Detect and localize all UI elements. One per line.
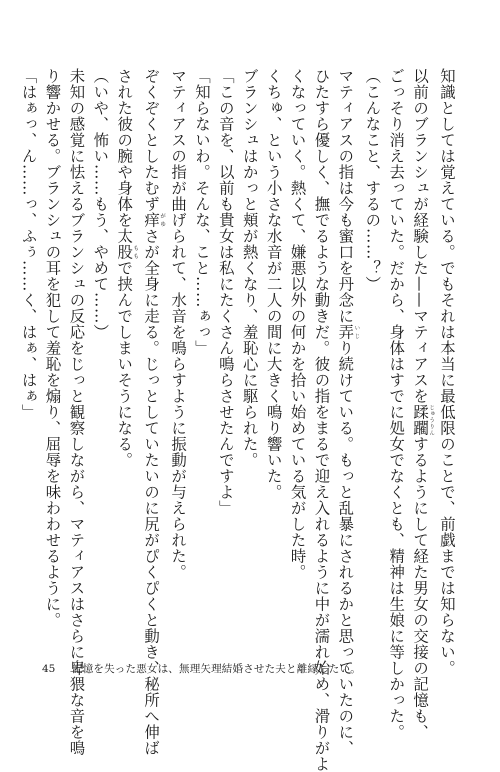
text-segment: 以前のブランシュが経験した——マティアスを xyxy=(411,68,430,404)
text-line xyxy=(332,68,360,756)
text-line: 「はぁっ、ん……っ、ふぅ……く、はぁ、はぁ」 xyxy=(19,68,38,420)
text-segment: するようにして経た男女の交接の記憶も、 xyxy=(411,435,430,740)
book-title: 記憶を失った悪女は、無理矢理結婚させた夫と離縁したい。 xyxy=(72,663,361,675)
text-line: くなっていく。熱くて、嫌悪以外の何かを拾い始めている気がした時。 xyxy=(288,68,307,580)
text-line: 「知らないわ。そんな、こと……ぁっ」 xyxy=(192,68,211,356)
text-line: ひたすら優しく、撫でるような動きだ。彼の指をまるで迎え入れるように中が濡れ始め、滑りがよ xyxy=(312,68,331,772)
page-footer xyxy=(42,662,361,676)
ruby-base: 弄 xyxy=(336,324,355,340)
text-line: ブランシュはかっと頬が熱くなり、羞恥心に駆られた。 xyxy=(240,68,259,468)
ruby-base: 股 xyxy=(115,244,134,260)
page-number: 45 xyxy=(42,663,56,675)
ruby-reading: いじ xyxy=(353,324,360,340)
text-line: （こんなこと、するの……？） xyxy=(363,68,382,292)
text-line: （いや、怖い……もう、やめて……） xyxy=(91,68,110,340)
text-line: ごっそり消え去っていた。だから、身体はすでに処女でなくとも、精神は生娘に等しかった。 xyxy=(387,68,406,740)
ruby-futomomo xyxy=(115,244,139,260)
ruby-reading: がゆ xyxy=(159,212,166,228)
ruby-base: 蹂躙 xyxy=(411,403,430,436)
ruby-ijiri xyxy=(336,324,360,340)
text-segment: さが全身に走る。じっとしていたいのに尻がぴくぴくと動き、秘所へ伸ば xyxy=(142,228,161,756)
text-line xyxy=(138,68,166,756)
text-line: 未知の感覚に怯えるブランシュの反応をじっと観察しながら、マティアスはさらに卑猥な音を鳴 xyxy=(67,68,86,756)
text-line: 「この音を、以前も貴女は私にたくさん鳴らさせたんですよ」 xyxy=(216,68,235,516)
ruby-reading: もも xyxy=(132,244,139,260)
text-line: マティアスの指が曲げられて、水音を鳴らすように振動が与えられた。 xyxy=(169,68,188,580)
text-segment: り続けている。もっと乱暴にされるかと思っていたのに、 xyxy=(336,340,355,756)
text-line: 知識としては覚えている。でもそれは本当に最低限のことで、前戯までは知らない。 xyxy=(438,68,456,676)
ruby-reading: じゅうりん xyxy=(428,403,435,436)
text-segment: ぞくぞくとしたむず xyxy=(142,68,161,212)
text-segment: された彼の腕や身体を太 xyxy=(115,68,134,244)
text-line xyxy=(407,68,435,740)
text-line: くちゅ、という小さな水音が二人の間に大きく鳴り響いた。 xyxy=(264,68,283,500)
ruby-jurin xyxy=(411,403,435,436)
text-segment: マティアスの指は今も蜜口を丹念に xyxy=(336,68,355,324)
ruby-base: 痒 xyxy=(142,212,161,228)
ruby-kayusa xyxy=(142,212,166,228)
text-line xyxy=(111,68,138,626)
text-line: り響かせる。ブランシュの耳を犯して羞恥を煽り、屈辱を味わわせるように。 xyxy=(43,68,62,628)
text-segment: で挟んでしまいそうになる。 xyxy=(115,260,134,468)
